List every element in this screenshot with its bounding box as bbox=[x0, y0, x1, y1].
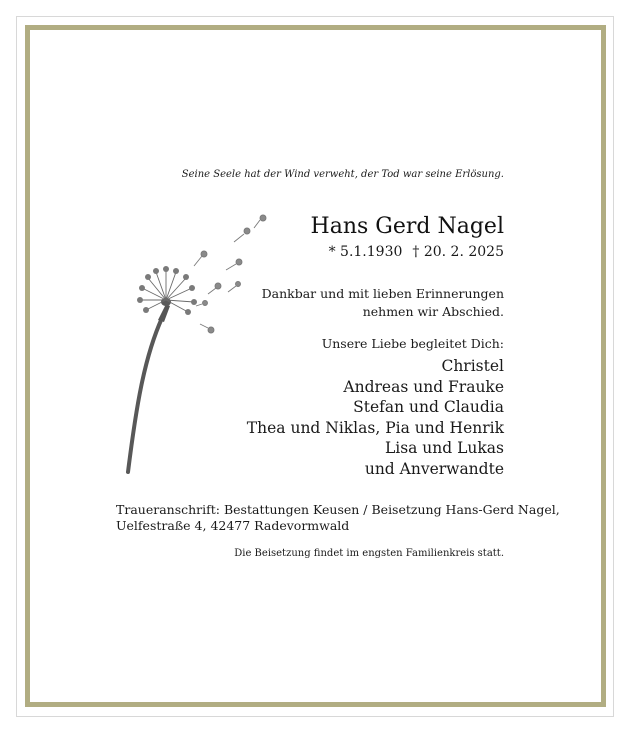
death-date: † 20. 2. 2025 bbox=[412, 244, 504, 260]
mourner: Christel bbox=[441, 357, 504, 375]
farewell-line: nehmen wir Abschied. bbox=[362, 304, 504, 319]
mourning-address bbox=[116, 502, 560, 534]
life-dates bbox=[329, 244, 504, 260]
mourner: Stefan und Claudia bbox=[353, 398, 504, 417]
mourner: Lisa und Lukas bbox=[384, 439, 504, 458]
mourner: Andreas und Frauke bbox=[343, 377, 504, 396]
address-line: Uelfestraße 4, 42477 Radevormwald bbox=[116, 518, 350, 533]
farewell-line: Dankbar und mit lieben Erinnerungen bbox=[261, 286, 504, 301]
address-line: Traueranschrift: Bestattungen Keusen / Beisetzung Hans-Gerd Nagel, bbox=[116, 502, 560, 517]
burial-note: Die Beisetzung findet im engsten Familienkreis statt. bbox=[234, 548, 504, 559]
mourners-list bbox=[247, 356, 504, 480]
deceased-name: Hans Gerd Nagel bbox=[310, 214, 504, 239]
mourner: und Anverwandte bbox=[364, 459, 504, 478]
birth-date: * 5.1.1930 bbox=[328, 244, 403, 260]
farewell-text bbox=[262, 285, 504, 321]
motto: Seine Seele hat der Wind verweht, der Tod war seine Erlösung. bbox=[181, 169, 504, 180]
love-heading: Unsere Liebe begleitet Dich: bbox=[321, 336, 504, 351]
mourner: Thea und Niklas, Pia und Henrik bbox=[246, 418, 504, 437]
